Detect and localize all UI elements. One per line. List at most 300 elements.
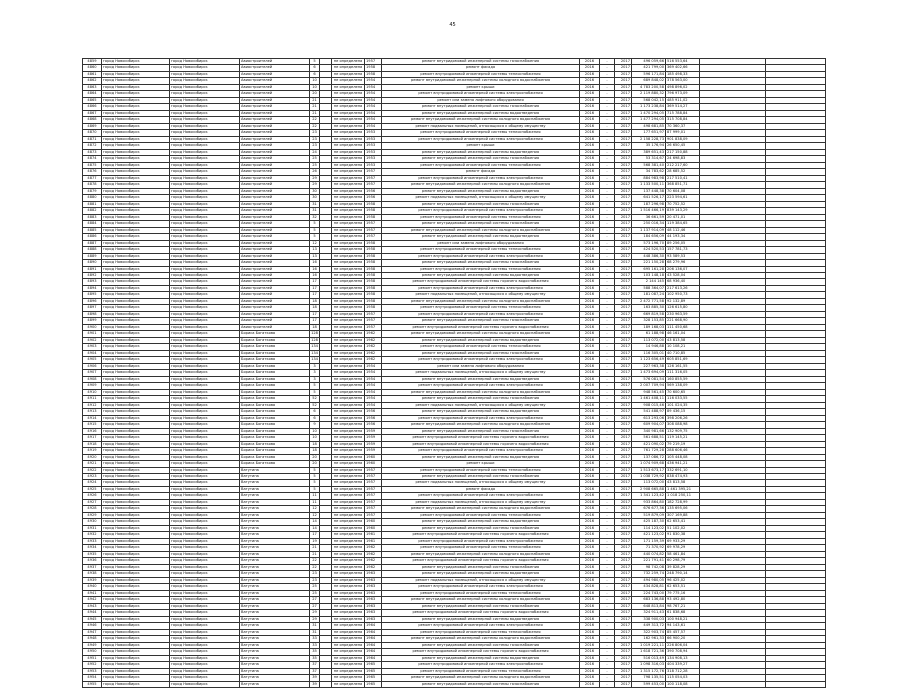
cell-cost: 2017 xyxy=(615,292,632,298)
cell-x1: 40 710,85 xyxy=(666,350,700,356)
cell-dash: 2016 xyxy=(580,169,600,175)
cell-cost: 2017 xyxy=(615,383,632,389)
cell-total: 761 729,28 xyxy=(632,448,666,454)
cell-total: 689 848,02 xyxy=(632,78,666,84)
cell-work: 1957 xyxy=(365,493,382,499)
cell-start: ремонт внутридомовой инженерной системы водоотведения xyxy=(382,616,580,622)
cell-cost: 2017 xyxy=(615,227,632,233)
cell-street: Ватутина xyxy=(240,590,310,596)
cell-work: 1958 xyxy=(365,305,382,311)
cell-x1: 901 838,09 xyxy=(666,136,700,142)
cell-year: не определена xyxy=(332,474,365,480)
cell-total: 114 123,02 xyxy=(632,525,666,531)
cell-year: не определена xyxy=(332,117,365,123)
cell-settlement: город Новосибирск xyxy=(102,441,170,447)
cell-total: 568 042,15 xyxy=(632,97,666,103)
cell-start: ремонт внутридомовой инженерной системы теплоснабжения xyxy=(382,247,580,253)
cell-x1: 332 691,10 xyxy=(666,467,700,473)
cell-district: город Новосибирск xyxy=(170,266,240,272)
cell-year: не определена xyxy=(332,545,365,551)
cell-settlement: город Новосибирск xyxy=(102,454,170,460)
cell-settlement: город Новосибирск xyxy=(102,84,170,90)
cell-district: город Новосибирск xyxy=(170,642,240,648)
cell-work: 1957 xyxy=(365,499,382,505)
cell-total: 1 074 909,68 xyxy=(632,461,666,467)
cell-street: Ватутина xyxy=(240,512,310,518)
cell-x1: 212 217,60 xyxy=(666,162,700,168)
cell-total: 449 313,72 xyxy=(632,623,666,629)
cell-end: - xyxy=(600,311,615,317)
cell-year: не определена xyxy=(332,616,365,622)
cell-num: 4870 xyxy=(83,130,102,136)
cell-work: 1964 xyxy=(365,642,382,648)
cell-street: Ватутина xyxy=(240,506,310,512)
cell-cost: 2017 xyxy=(615,136,632,142)
cell-start: ремонт или замена лифтового оборудования xyxy=(382,363,580,369)
cell-work: 1964 xyxy=(365,629,382,635)
cell-dash: 2016 xyxy=(580,499,600,505)
cell-street: Ватутина xyxy=(240,564,310,570)
cell-year: не определена xyxy=(332,370,365,376)
cell-cost: 2017 xyxy=(615,610,632,616)
cell-house: 20 xyxy=(310,461,320,467)
cell-start: ремонт внутридомовой инженерной системы горячего водоснабжения xyxy=(382,532,580,538)
cell-district: город Новосибирск xyxy=(170,655,240,661)
cell-settlement: город Новосибирск xyxy=(102,376,170,382)
cell-street: Бориса Богаткова xyxy=(240,363,310,369)
cell-end: - xyxy=(600,188,615,194)
cell-district: город Новосибирск xyxy=(170,538,240,544)
cell-start: ремонт внутридомовой инженерной системы водоотведения xyxy=(382,337,580,343)
cell-cost: 2017 xyxy=(615,247,632,253)
cell-end: - xyxy=(600,590,615,596)
cell-end: - xyxy=(600,564,615,570)
cell-cost: 2017 xyxy=(615,532,632,538)
cell-street: Авиастроителей xyxy=(240,234,310,240)
cell-street: Авиастроителей xyxy=(240,136,310,142)
cell-cost: 2017 xyxy=(615,104,632,110)
cell-house: 31 xyxy=(310,201,320,207)
cell-street: Авиастроителей xyxy=(240,247,310,253)
cell-year: не определена xyxy=(332,182,365,188)
cell-total: 613 293,06 xyxy=(632,415,666,421)
cell-start: ремонт внутридомовой инженерной системы электроснабжения xyxy=(382,253,580,259)
cell-total: 541 488,97 xyxy=(632,409,666,415)
cell-year: не определена xyxy=(332,272,365,278)
cell-street: Бориса Богаткова xyxy=(240,448,310,454)
cell-year: не определена xyxy=(332,642,365,648)
cell-dash: 2016 xyxy=(580,610,600,616)
cell-house: 128 xyxy=(311,337,318,342)
cell-total: 224 743,00 xyxy=(632,590,666,596)
cell-x1: 390 708,94 xyxy=(666,649,700,655)
cell-district: город Новосибирск xyxy=(170,97,240,103)
cell-work: 1957 xyxy=(365,512,382,518)
cell-end: - xyxy=(600,156,615,162)
cell-year: не определена xyxy=(332,584,365,590)
cell-num: 4864 xyxy=(83,91,102,97)
cell-end: - xyxy=(600,298,615,304)
cell-street: Ватутина xyxy=(240,467,310,473)
cell-dash: 2016 xyxy=(580,149,600,155)
cell-dash: 2016 xyxy=(580,629,600,635)
cell-end: - xyxy=(600,318,615,324)
cell-num: 4874 xyxy=(83,156,102,162)
cell-work: 1957 xyxy=(365,318,382,324)
cell-district: город Новосибирск xyxy=(170,285,240,291)
cell-district: город Новосибирск xyxy=(170,337,240,343)
cell-street: Авиастроителей xyxy=(240,91,310,97)
cell-settlement: город Новосибирск xyxy=(102,629,170,635)
cell-year: не определена xyxy=(332,402,365,408)
cell-end: - xyxy=(600,279,615,285)
cell-x1: 132 909,75 xyxy=(666,428,700,434)
cell-house: 17 xyxy=(310,311,320,317)
cell-district: город Новосибирск xyxy=(170,149,240,155)
cell-settlement: город Новосибирск xyxy=(102,616,170,622)
cell-end: - xyxy=(600,143,615,149)
cell-dash: 2016 xyxy=(580,136,600,142)
cell-num: 4880 xyxy=(83,195,102,201)
cell-house: 5 xyxy=(310,486,320,492)
cell-num: 4907 xyxy=(83,370,102,376)
cell-work: 1954 xyxy=(365,78,382,84)
cell-cost: 2017 xyxy=(615,499,632,505)
cell-settlement: город Новосибирск xyxy=(102,636,170,642)
cell-settlement: город Новосибирск xyxy=(102,272,170,278)
cell-end: - xyxy=(600,597,615,603)
cell-end: - xyxy=(600,402,615,408)
cell-end: - xyxy=(600,169,615,175)
cell-num: 4917 xyxy=(83,435,102,441)
cell-house: 10 xyxy=(310,435,320,441)
cell-dash: 2016 xyxy=(580,253,600,259)
cell-start: ремонт внутридомовой инженерной системы теплоснабжения xyxy=(382,71,580,77)
cell-cost: 2017 xyxy=(615,344,632,350)
cell-year: не определена xyxy=(332,486,365,492)
cell-settlement: город Новосибирск xyxy=(102,409,170,415)
cell-num: 4903 xyxy=(83,344,102,350)
cell-dash: 2016 xyxy=(580,474,600,480)
cell-settlement: город Новосибирск xyxy=(102,545,170,551)
cell-dash: 2016 xyxy=(580,162,600,168)
cell-num: 4927 xyxy=(83,499,102,505)
cell-year: не определена xyxy=(332,298,365,304)
cell-num: 4932 xyxy=(83,532,102,538)
cell-total: 36 661,59 xyxy=(632,214,666,220)
cell-dash: 2016 xyxy=(580,467,600,473)
cell-house: 37 xyxy=(310,668,320,674)
cell-district: город Новосибирск xyxy=(170,84,240,90)
cell-cost: 2017 xyxy=(615,357,632,363)
cell-num: 4945 xyxy=(83,616,102,622)
cell-year: не определена xyxy=(332,551,365,557)
cell-start: ремонт внутридомовой инженерной системы газоснабжения xyxy=(382,564,580,570)
cell-x1: 69 933,29 xyxy=(666,538,700,544)
cell-start: ремонт внутридомовой инженерной системы газоснабжения xyxy=(382,350,580,356)
cell-work: 1960 xyxy=(365,525,382,531)
cell-dash: 2016 xyxy=(580,435,600,441)
cell-total: 908 015,46 xyxy=(632,402,666,408)
cell-total: 421 090,02 xyxy=(632,441,666,447)
cell-work: 1954 xyxy=(365,104,382,110)
cell-work: 1959 xyxy=(365,441,382,447)
cell-work: 1957 xyxy=(365,221,382,227)
cell-district: город Новосибирск xyxy=(170,590,240,596)
cell-year: не определена xyxy=(332,519,365,525)
cell-work: 1964 xyxy=(365,655,382,661)
cell-end: - xyxy=(600,662,615,668)
cell-start: ремонт внутридомовой инженерной системы теплоснабжения xyxy=(382,130,580,136)
cell-year: не определена xyxy=(332,461,365,467)
cell-num: 4947 xyxy=(83,629,102,635)
cell-district: город Новосибирск xyxy=(170,435,240,441)
cell-x1: 28 685,52 xyxy=(666,169,700,175)
cell-settlement: город Новосибирск xyxy=(102,551,170,557)
cell-num: 4871 xyxy=(83,136,102,142)
cell-year: не определена xyxy=(332,214,365,220)
cell-start: ремонт внутридомовой инженерной системы холодного водоснабжения xyxy=(382,551,580,557)
cell-x1: 1 461 395,21 xyxy=(666,486,700,492)
cell-cost: 2017 xyxy=(615,486,632,492)
cell-end: - xyxy=(600,324,615,330)
cell-year: не определена xyxy=(332,480,365,486)
cell-end: - xyxy=(600,195,615,201)
cell-district: город Новосибирск xyxy=(170,162,240,168)
cell-dash: 2016 xyxy=(580,564,600,570)
cell-house: 17 xyxy=(310,285,320,291)
cell-total: 338 900,03 xyxy=(632,616,666,622)
cell-end: - xyxy=(600,123,615,129)
cell-dash: 2016 xyxy=(580,208,600,214)
cell-street: Авиастроителей xyxy=(240,143,310,149)
cell-end: - xyxy=(600,149,615,155)
cell-dash: 2016 xyxy=(580,519,600,525)
cell-district: город Новосибирск xyxy=(170,253,240,259)
cell-house: 31 xyxy=(310,629,320,635)
cell-num: 4887 xyxy=(83,240,102,246)
cell-work: 1954 xyxy=(365,383,382,389)
cell-cost: 2017 xyxy=(615,402,632,408)
cell-house: 27 xyxy=(310,603,320,609)
cell-start: ремонт внутридомовой инженерной системы холодного водоснабжения xyxy=(382,597,580,603)
cell-total: 448 386,30 xyxy=(632,253,666,259)
cell-start: ремонт внутридомовой инженерной системы холодного водоснабжения xyxy=(382,422,580,428)
cell-num: 4885 xyxy=(83,227,102,233)
cell-start: ремонт внутридомовой инженерной системы горячего водоснабжения xyxy=(382,441,580,447)
cell-year: не определена xyxy=(332,571,365,577)
cell-work: 1962 xyxy=(365,350,382,356)
cell-year: не определена xyxy=(332,130,365,136)
cell-work: 1962 xyxy=(365,551,382,557)
cell-house: 17 xyxy=(310,532,320,538)
cell-year: не определена xyxy=(332,629,365,635)
cell-street: Авиастроителей xyxy=(240,279,310,285)
cell-street: Авиастроителей xyxy=(240,260,310,266)
cell-street: Ватутина xyxy=(240,649,310,655)
cell-total: 1 461 408,11 xyxy=(632,396,666,402)
cell-settlement: город Новосибирск xyxy=(102,389,170,395)
cell-dash: 2016 xyxy=(580,65,600,71)
cell-street: Авиастроителей xyxy=(240,123,310,129)
cell-num: 4914 xyxy=(83,415,102,421)
cell-total: 1 173 238,84 xyxy=(632,104,666,110)
cell-x1: 217 613,26 xyxy=(666,285,700,291)
cell-end: - xyxy=(600,208,615,214)
cell-x1: 91 830,38 xyxy=(666,532,700,538)
cell-street: Ватутина xyxy=(240,558,310,564)
cell-total: 948 561,45 xyxy=(632,389,666,395)
cell-settlement: город Новосибирск xyxy=(102,493,170,499)
cell-work: 1962 xyxy=(365,545,382,551)
cell-end: - xyxy=(600,331,615,337)
cell-cost: 2017 xyxy=(615,123,632,129)
cell-x1: 92 132,89 xyxy=(666,298,700,304)
cell-end: - xyxy=(600,201,615,207)
cell-street: Бориса Богаткова xyxy=(240,370,310,376)
cell-work: 1953 xyxy=(365,136,382,142)
cell-house: 6 xyxy=(310,71,320,77)
cell-end: - xyxy=(600,409,615,415)
cell-settlement: город Новосибирск xyxy=(102,260,170,266)
cell-cost: 2017 xyxy=(615,279,632,285)
cell-settlement: город Новосибирск xyxy=(102,603,170,609)
cell-num: 4944 xyxy=(83,610,102,616)
cell-num: 4943 xyxy=(83,603,102,609)
cell-street: Ватутина xyxy=(240,616,310,622)
cell-cost: 2017 xyxy=(615,519,632,525)
cell-house: 3 xyxy=(310,370,320,376)
cell-district: город Новосибирск xyxy=(170,480,240,486)
cell-total: 494 980,05 xyxy=(632,577,666,583)
cell-start: ремонт внутридомовой инженерной системы электроснабжения xyxy=(382,175,580,181)
cell-house: 16 xyxy=(310,260,320,266)
cell-start: ремонт подвальных помещений, относящихся к общему имуществу xyxy=(382,292,580,298)
cell-start: ремонт крыши xyxy=(382,84,580,90)
cell-work: 1962 xyxy=(365,558,382,564)
cell-total: 61 188,98 xyxy=(632,331,666,337)
cell-dash: 2016 xyxy=(580,227,600,233)
cell-settlement: город Новосибирск xyxy=(102,337,170,343)
cell-total: 884 983,98 xyxy=(632,175,666,181)
cell-work: 1957 xyxy=(365,234,382,240)
cell-house: 22 xyxy=(310,558,320,564)
cell-end: - xyxy=(600,260,615,266)
cell-end: - xyxy=(600,383,615,389)
cell-dash: 2016 xyxy=(580,525,600,531)
cell-start: ремонт внутридомовой инженерной системы холодного водоснабжения xyxy=(382,78,580,84)
cell-end: - xyxy=(600,610,615,616)
cell-dash: 2016 xyxy=(580,234,600,240)
cell-start: ремонт внутридомовой инженерной системы электроснабжения xyxy=(382,311,580,317)
cell-x1: 87 999,01 xyxy=(666,130,700,136)
cell-total: 2 158 228,73 xyxy=(632,136,666,142)
cell-street: Авиастроителей xyxy=(240,84,310,90)
cell-start: ремонт внутридомовой инженерной системы водоотведения xyxy=(382,571,580,577)
cell-start: ремонт внутридомовой инженерной системы холодного водоснабжения xyxy=(382,675,580,681)
cell-dash: 2016 xyxy=(580,480,600,486)
cell-x1: 85 457,57 xyxy=(666,629,700,635)
cell-district: город Новосибирск xyxy=(170,234,240,240)
cell-dash: 2016 xyxy=(580,175,600,181)
cell-street: Бориса Богаткова xyxy=(240,389,310,395)
cell-work: 1963 xyxy=(365,616,382,622)
cell-street: Авиастроителей xyxy=(240,227,310,233)
cell-dash: 2016 xyxy=(580,214,600,220)
cell-house: 29 xyxy=(310,610,320,616)
cell-start: ремонт внутридомовой инженерной системы электроснабжения xyxy=(382,415,580,421)
cell-dash: 2016 xyxy=(580,104,600,110)
cell-street: Бориса Богаткова xyxy=(240,415,310,421)
cell-year: не определена xyxy=(332,285,365,291)
cell-year: не определена xyxy=(332,266,365,272)
cell-start: ремонт внутридомовой инженерной системы газоснабжения xyxy=(382,642,580,648)
cell-x1: 58 461,84 xyxy=(666,551,700,557)
cell-x1: 126 161,55 xyxy=(666,363,700,369)
cell-start: ремонт внутридомовой инженерной системы электроснабжения xyxy=(382,383,580,389)
cell-start: ремонт внутридомовой инженерной системы холодного водоснабжения xyxy=(382,117,580,123)
cell-cost: 2017 xyxy=(615,318,632,324)
cell-dash: 2016 xyxy=(580,461,600,467)
cell-cost: 2017 xyxy=(615,350,632,356)
cell-settlement: город Новосибирск xyxy=(102,597,170,603)
cell-street: Бориса Богаткова xyxy=(240,396,310,402)
cell-start: ремонт подвальных помещений, относящихся к общему имуществу xyxy=(382,123,580,129)
cell-start: ремонт внутридомовой инженерной системы газоснабжения xyxy=(382,156,580,162)
cell-total: 181 087,24 xyxy=(632,292,666,298)
cell-settlement: город Новосибирск xyxy=(102,610,170,616)
cell-x1: 796 973,09 xyxy=(666,91,700,97)
cell-x1: 70 360,37 xyxy=(666,123,700,129)
cell-start: ремонт внутридомовой инженерной системы теплоснабжения xyxy=(382,266,580,272)
cell-start: ремонт внутридомовой инженерной системы холодного водоснабжения xyxy=(382,227,580,233)
cell-end: - xyxy=(600,305,615,311)
cell-cost: 2017 xyxy=(615,97,632,103)
cell-house: 22 xyxy=(310,564,320,570)
cell-district: город Новосибирск xyxy=(170,272,240,278)
cell-settlement: город Новосибирск xyxy=(102,97,170,103)
cell-cost: 2017 xyxy=(615,551,632,557)
cell-end: - xyxy=(600,344,615,350)
cell-cost: 2017 xyxy=(615,493,632,499)
cell-end: - xyxy=(600,532,615,538)
cell-x1: 51 102,02 xyxy=(666,525,700,531)
cell-house: 128 xyxy=(311,331,318,336)
cell-year: не определена xyxy=(332,357,365,363)
cell-cost: 2017 xyxy=(615,78,632,84)
cell-start: ремонт внутридомовой инженерной системы горячего водоснабжения xyxy=(382,435,580,441)
cell-cost: 2017 xyxy=(615,564,632,570)
cell-house: 12 xyxy=(310,506,320,512)
cell-house: 12 xyxy=(310,512,320,518)
cell-work: 1963 xyxy=(365,610,382,616)
cell-dash: 2016 xyxy=(580,221,600,227)
cell-district: город Новосибирск xyxy=(170,493,240,499)
cell-street: Авиастроителей xyxy=(240,97,310,103)
cell-district: город Новосибирск xyxy=(170,649,240,655)
cell-num: 4952 xyxy=(83,662,102,668)
cell-total: 496 059,66 xyxy=(632,59,666,65)
cell-work: 1962 xyxy=(365,344,382,350)
cell-end: - xyxy=(600,512,615,518)
cell-total: 1 618 721,36 xyxy=(632,649,666,655)
cell-dash: 2016 xyxy=(580,415,600,421)
cell-cost: 2017 xyxy=(615,117,632,123)
cell-x1: 318 712,28 xyxy=(666,668,700,674)
cell-num: 4930 xyxy=(83,519,102,525)
cell-total: 421 123,02 xyxy=(632,532,666,538)
cell-total: 573 196,70 xyxy=(632,240,666,246)
